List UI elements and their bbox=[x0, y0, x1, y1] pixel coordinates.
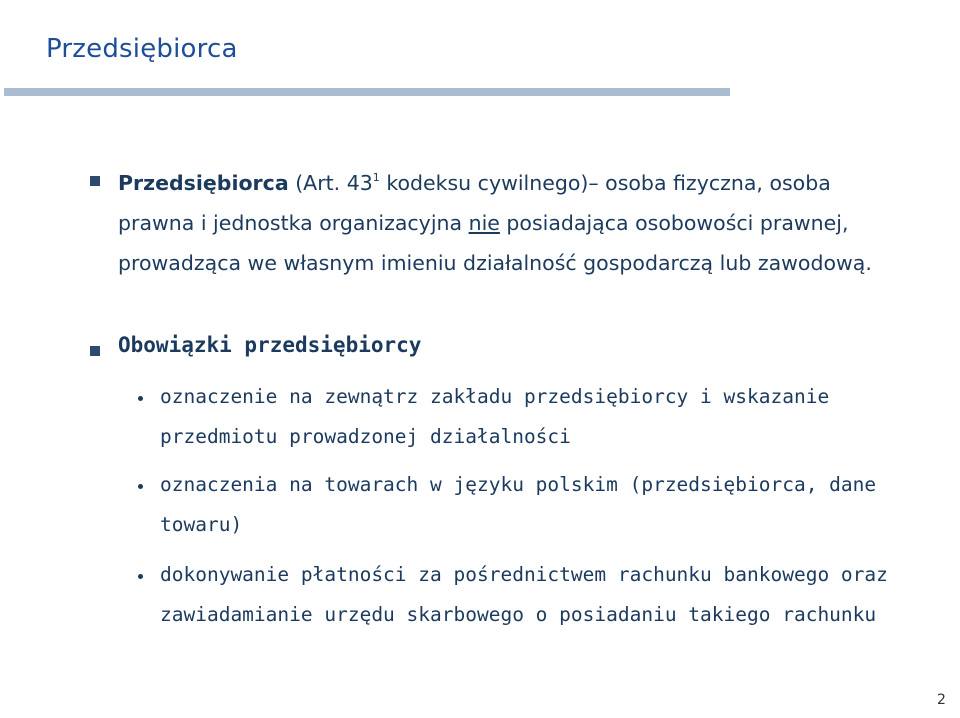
definition-text-1: kodeksu cywilnego)– osoba fizyczna, osoba prawna i jednostka organizacyjna bbox=[118, 171, 831, 235]
obligation-item: oznaczenia na towarach w języku polskim (przedsiębiorca, dane towaru) bbox=[160, 473, 877, 536]
definition-nie: nie bbox=[468, 211, 500, 235]
round-bullet-icon bbox=[138, 396, 143, 401]
round-bullet-icon bbox=[138, 484, 143, 489]
square-bullet-icon bbox=[90, 346, 100, 356]
obligations-heading: Obowiązki przedsiębiorcy bbox=[118, 333, 422, 357]
slide-title: Przedsiębiorca bbox=[46, 34, 238, 64]
square-bullet-icon bbox=[90, 176, 100, 186]
obligation-item: oznaczenie na zewnątrz zakładu przedsiębiorcy i wskazanie przedmiotu prowadzonej działalności bbox=[160, 385, 830, 448]
definition-term: Przedsiębiorca bbox=[118, 171, 289, 195]
definition-ref-superscript: 1 bbox=[372, 171, 380, 184]
definition-ref: (Art. 43 bbox=[288, 171, 373, 195]
obligation-item: dokonywanie płatności za pośrednictwem rachunku bankowego oraz zawiadamianie urzędu skarbowego o posiadaniu takiego rachunku bbox=[160, 563, 888, 626]
definition-text-2: posiadająca osobowości prawnej, prowadząca we własnym imieniu działalność gospodarczą lub zawodową. bbox=[118, 211, 872, 275]
title-underline-bar bbox=[4, 88, 730, 96]
definition-paragraph bbox=[118, 163, 908, 283]
page-number: 2 bbox=[937, 692, 946, 708]
round-bullet-icon bbox=[138, 574, 143, 579]
